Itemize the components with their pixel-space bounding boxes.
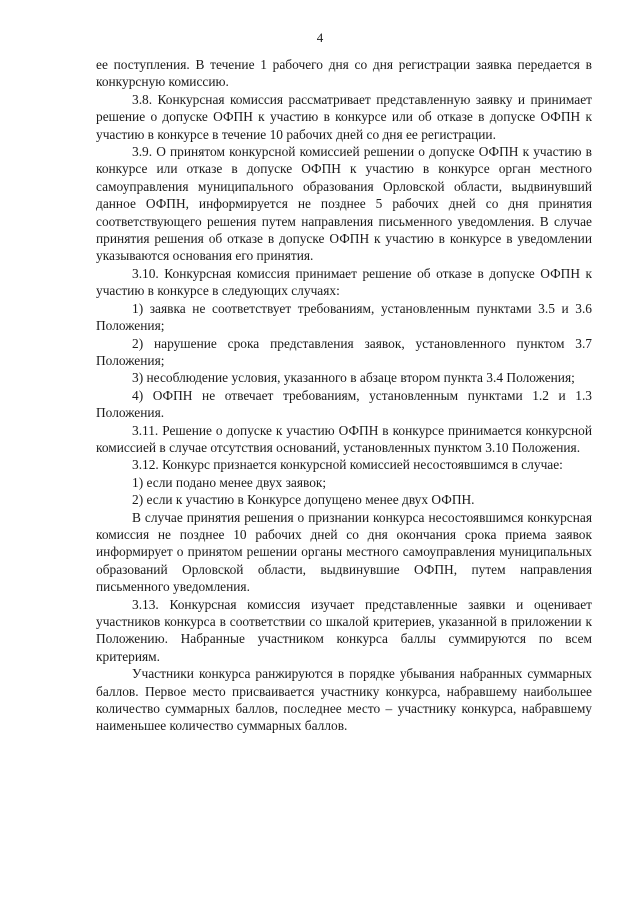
document-body [96, 56, 592, 735]
list-item-3-10-4: 4) ОФПН не отвечает требованиям, установленным пунктами 1.2 и 1.3 Положения. [96, 387, 592, 421]
paragraph-3-12: 3.12. Конкурс признается конкурсной комиссией несостоявшимся в случае: [132, 457, 563, 473]
paragraph-3-9: 3.9. О принятом конкурсной комиссией решении о допуске ОФПН к участию в конкурсе или отказе в допуске ОФПН к участию в конкурсе орган местного самоуправления муниципального образования Орловской области, выдвинувший данное ОФПН, информируется не позднее 5 рабочих дней со дня принятия соответствующего решения путем направления письменного уведомления. В случае принятия решения об отказе в допуске ОФПН к участию в конкурсе в уведомлении указываются основания его принятия. [96, 144, 592, 264]
list-item-3-12-1: 1) если подано менее двух заявок; [132, 474, 327, 490]
paragraph-3-10: 3.10. Конкурсная комиссия принимает решение об отказе в допуске ОФПН к участию в конкурсе в следующих случаях: [96, 265, 592, 299]
list-item-3-10-1: 1) заявка не соответствует требованиям, установленным пунктами 3.5 и 3.6 Положения; [96, 300, 592, 334]
paragraph-3-12-notice: В случае принятия решения о признании конкурса несостоявшимся конкурсная комиссия не позднее 10 рабочих дней со дня окончания срока приема заявок информирует о принятом решении органы местного самоуправления муниципальных образований Орловской области, выдвинувшие ОФПН, путем направления письменного уведомления. [96, 509, 592, 595]
page-number: 4 [316, 30, 324, 45]
paragraph-ranking: Участники конкурса ранжируются в порядке убывания набранных суммарных баллов. Первое место присваивается участнику конкурса, набравшему наибольшее количество суммарных баллов, последнее место – участнику конкурса, набравшему наименьшее количество суммарных баллов. [96, 666, 592, 734]
paragraph-3-13: 3.13. Конкурсная комиссия изучает представленные заявки и оценивает участников конкурса в соответствии со шкалой критериев, указанной в приложении к Положению. Набранные участником конкурса баллы суммируются по всем критериям. [96, 596, 592, 664]
list-item-3-10-2: 2) нарушение срока представления заявок, установленного пунктом 3.7 Положения; [96, 335, 592, 368]
paragraph-continuation: ее поступления. В течение 1 рабочего дня со дня регистрации заявка передается в конкурсную комиссию. [96, 57, 592, 90]
list-item-3-10-3: 3) несоблюдение условия, указанного в абзаце втором пункта 3.4 Положения; [132, 370, 575, 386]
paragraph-3-8: 3.8. Конкурсная комиссия рассматривает представленную заявку и принимает решение о допуске ОФПН к участию в конкурсе или об отказе в допуске ОФПН к участию в конкурсе в течение 10 рабочих дней со дня ее регистрации. [96, 91, 592, 142]
paragraph-3-11: 3.11. Решение о допуске к участию ОФПН в конкурсе принимается конкурсной комиссией в случае отсутствия оснований, установленных пунктом 3.10 Положения. [96, 422, 592, 455]
list-item-3-12-2: 2) если к участию в Конкурсе допущено менее двух ОФПН. [132, 492, 475, 508]
